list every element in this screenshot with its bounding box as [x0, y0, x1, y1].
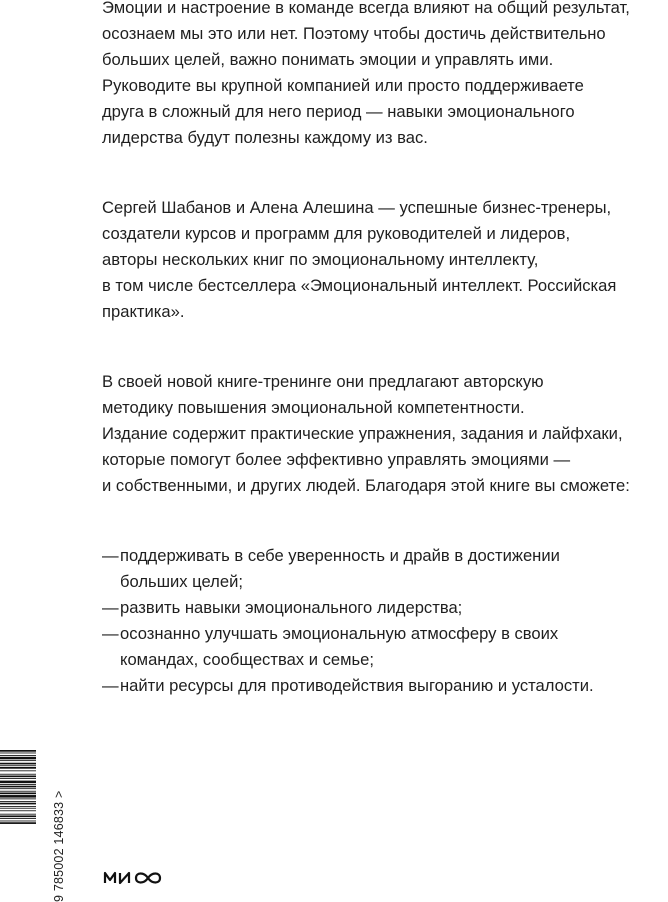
text-line: найти ресурсы для противодействия выгоранию и усталости.	[120, 673, 668, 699]
dash-marker: —	[102, 595, 119, 621]
list-item	[102, 673, 668, 699]
barcode-stripe	[0, 781, 36, 784]
text-line: поддерживать в себе уверенность и драйв в достижении	[120, 543, 668, 569]
barcode-stripe	[0, 765, 36, 766]
paragraph-authors	[102, 195, 668, 325]
barcode-stripe	[0, 822, 36, 824]
text-line: осознанно улучшать эмоциональную атмосферу в своих	[120, 621, 668, 647]
text-line: друга в сложный для него период — навыки эмоционального	[102, 99, 668, 125]
paragraph-book	[102, 369, 668, 499]
text-line: командах, сообществах и семье;	[120, 647, 668, 673]
benefits-list	[102, 543, 668, 699]
barcode-stripe	[0, 795, 36, 798]
back-cover-text	[102, 0, 668, 699]
barcode-stripe	[0, 778, 36, 779]
barcode-stripe	[0, 818, 36, 819]
barcode-stripe	[0, 767, 36, 769]
text-line: и собственными, и других людей. Благодаря этой книге вы сможете:	[102, 473, 668, 499]
barcode-stripe	[0, 803, 36, 805]
barcode-stripe	[0, 808, 36, 809]
barcode-stripe	[0, 774, 36, 775]
barcode-stripe	[0, 791, 36, 792]
text-line: практика».	[102, 299, 668, 325]
barcode-stripe	[0, 798, 36, 799]
list-item	[102, 543, 668, 595]
text-line: которые помогут более эффективно управлять эмоциями —	[102, 447, 668, 473]
text-line: развить навыки эмоционального лидерства;	[120, 595, 668, 621]
list-item	[102, 621, 668, 673]
text-line: лидерства будут полезны каждому из вас.	[102, 125, 668, 151]
paragraph-intro	[102, 0, 668, 151]
barcode-stripe	[0, 814, 36, 815]
publisher-logo-icon	[103, 867, 165, 887]
text-line: создатели курсов и программ для руководителей и лидеров,	[102, 221, 668, 247]
barcode-stripe	[0, 801, 36, 802]
barcode-stripe	[0, 810, 36, 811]
barcode-stripe	[0, 786, 36, 788]
dash-marker: —	[102, 673, 119, 699]
barcode-stripe	[0, 821, 36, 822]
text-line: больших целей, важно понимать эмоции и управлять ими.	[102, 47, 668, 73]
list-item	[102, 595, 668, 621]
barcode-stripe	[0, 763, 36, 765]
barcode-stripe	[0, 806, 36, 807]
barcode-stripe	[0, 788, 36, 789]
text-line: В своей новой книге-тренинге они предлагают авторскую	[102, 369, 668, 395]
text-line: в том числе бестселлера «Эмоциональный интеллект. Российская	[102, 273, 668, 299]
text-line: авторы нескольких книг по эмоциональному интеллекту,	[102, 247, 668, 273]
barcode-stripe	[0, 753, 36, 754]
text-line: больших целей;	[120, 569, 668, 595]
text-line: Сергей Шабанов и Алена Алешина — успешные бизнес-тренеры,	[102, 195, 668, 221]
barcode-stripe	[0, 815, 36, 817]
text-line: осознаем мы это или нет. Поэтому чтобы достичь действительно	[102, 21, 668, 47]
barcode-stripe	[0, 776, 36, 778]
isbn-barcode	[0, 748, 36, 900]
dash-marker: —	[102, 621, 119, 647]
barcode-stripe	[0, 755, 36, 756]
barcode-stripe	[0, 757, 36, 760]
dash-marker: —	[102, 543, 119, 569]
text-line: методику повышения эмоциональной компетентности.	[102, 395, 668, 421]
barcode-stripe	[0, 760, 36, 761]
barcode-stripe	[0, 770, 36, 771]
barcode-stripe	[0, 793, 36, 795]
text-line: Эмоции и настроение в команде всегда влияют на общий результат,	[102, 0, 668, 21]
barcode-stripe	[0, 784, 36, 785]
barcode-stripe	[0, 750, 36, 752]
isbn-number: 9 785002 146833 >	[52, 791, 66, 902]
text-line: Руководите вы крупной компанией или просто поддерживаете	[102, 73, 668, 99]
text-line: Издание содержит практические упражнения, задания и лайфхаки,	[102, 421, 668, 447]
